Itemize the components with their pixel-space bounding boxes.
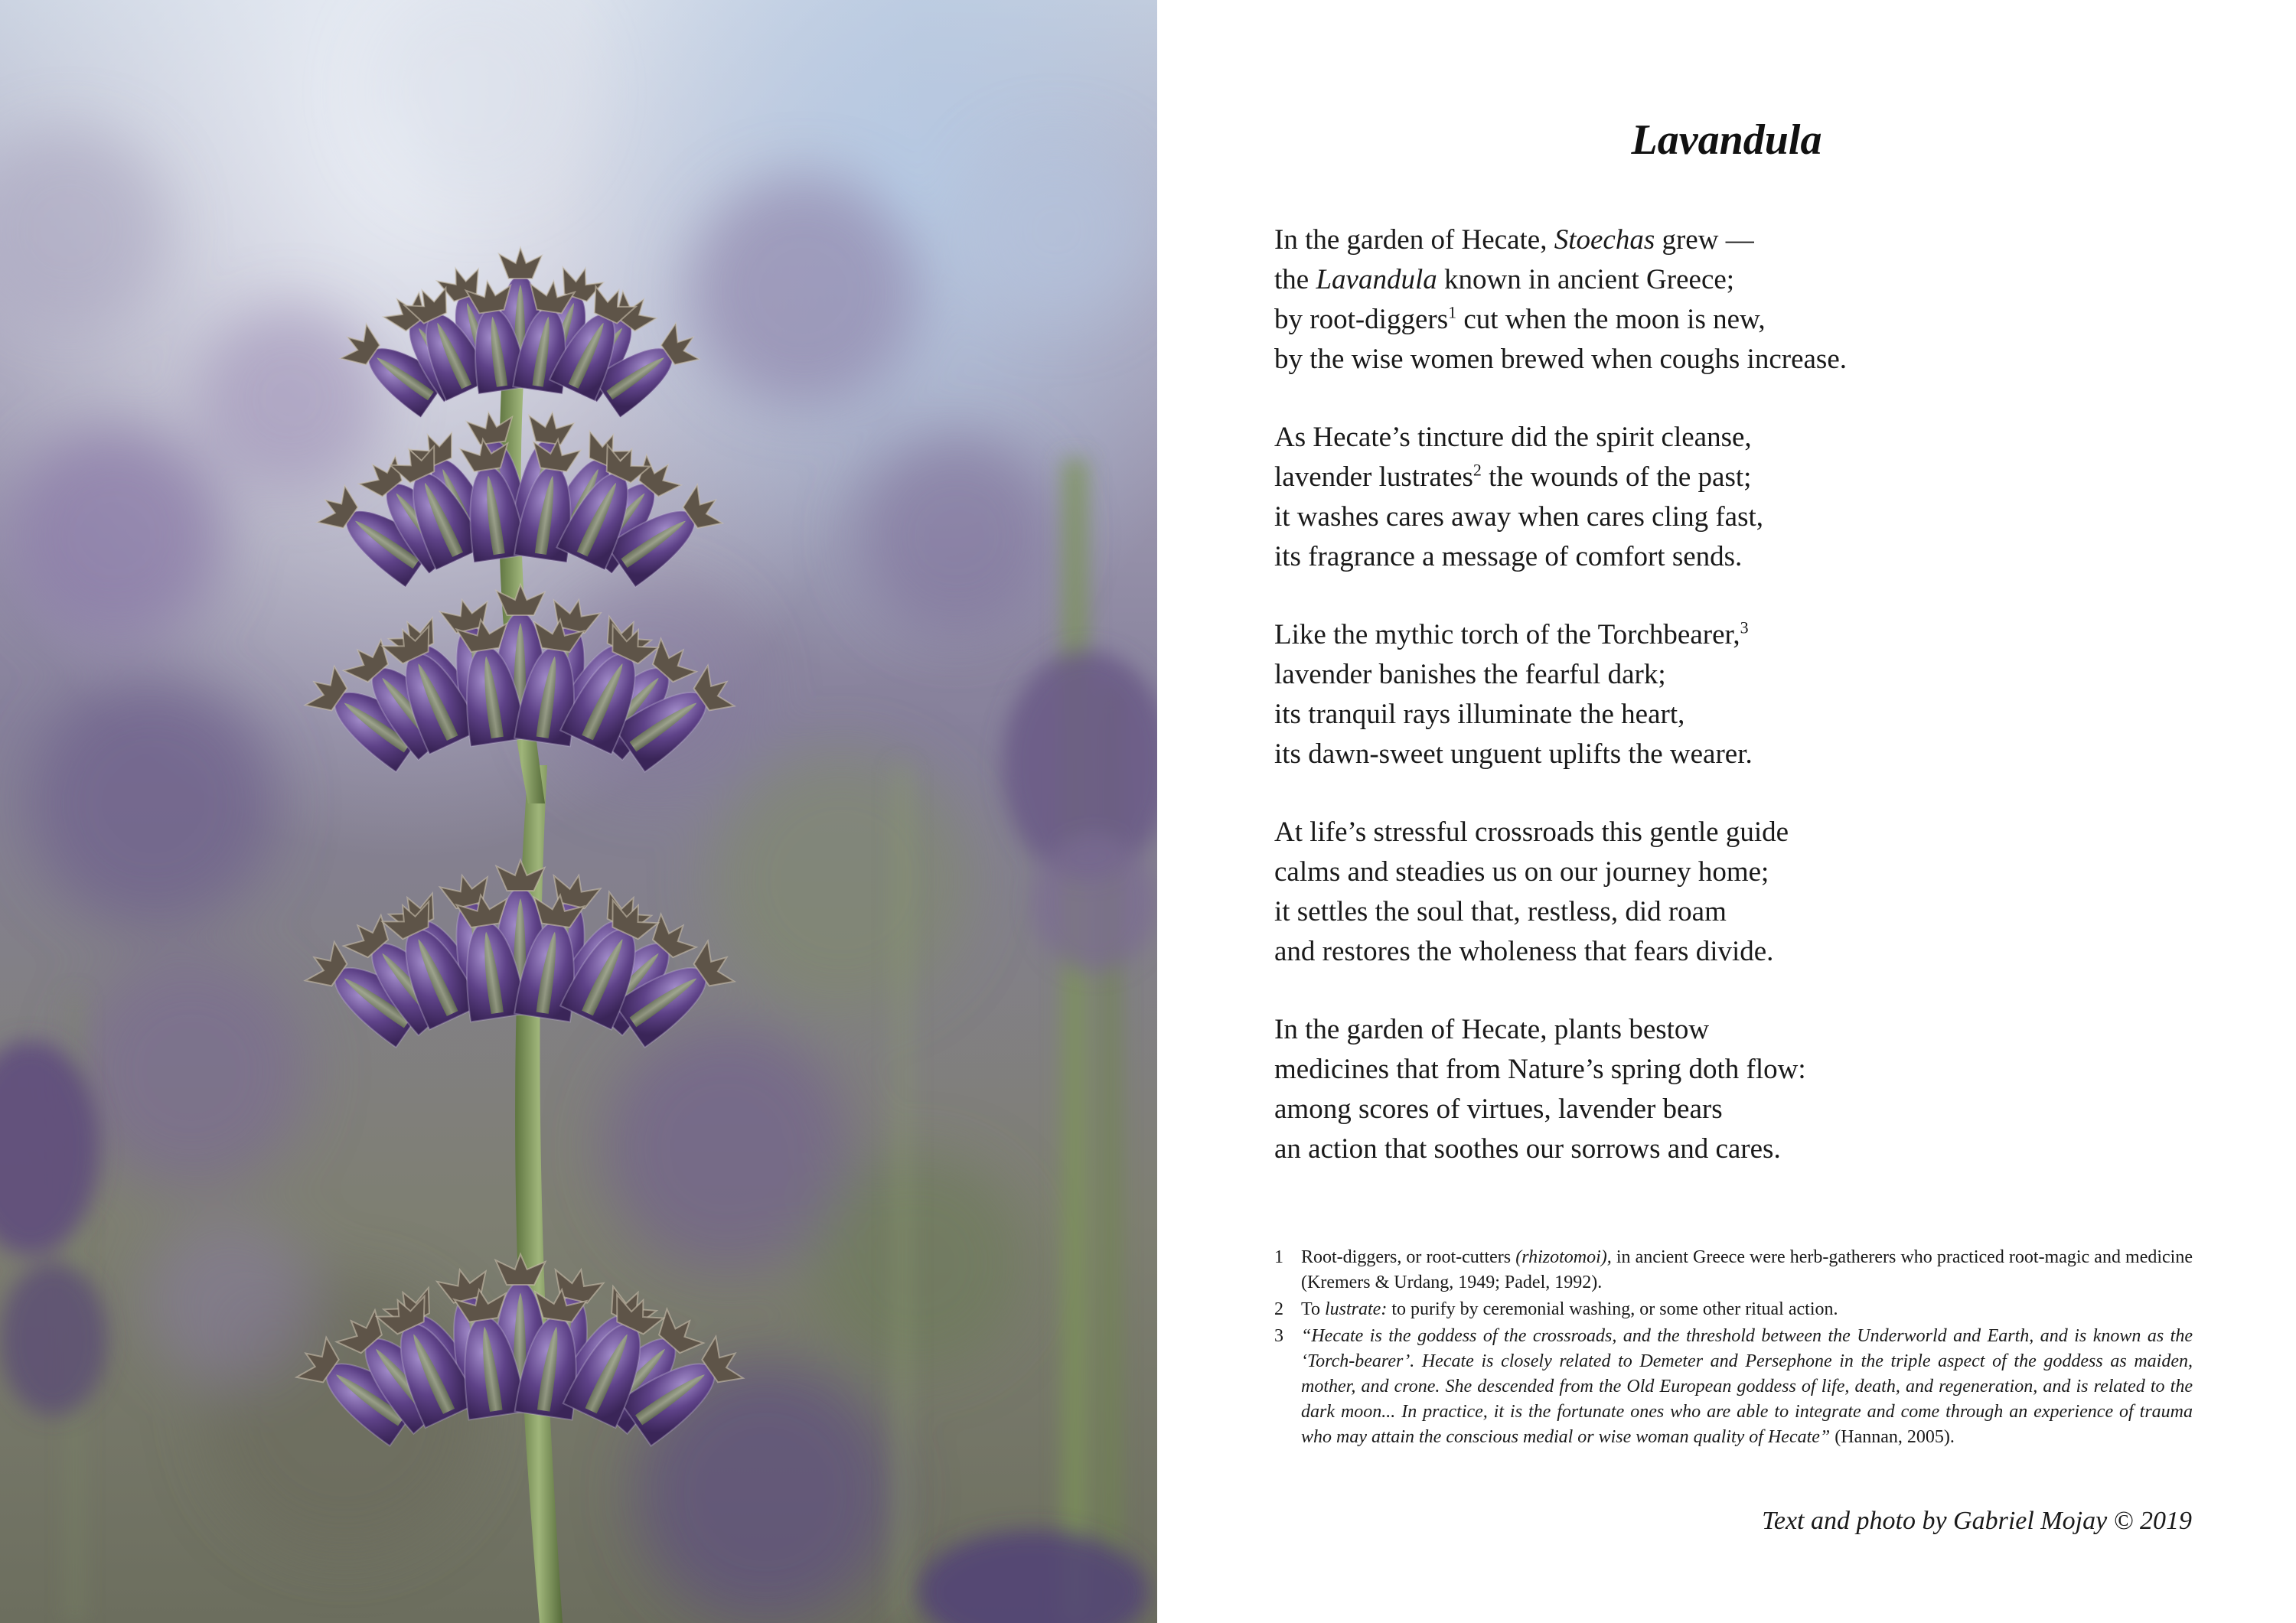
credit-line: Text and photo by Gabriel Mojay © 2019 (1762, 1507, 2192, 1535)
text-run: its fragrance a message of comfort sends. (1274, 541, 1743, 572)
footnote-number: 1 (1274, 1247, 1283, 1267)
text-run: To (1301, 1299, 1325, 1319)
text-run: and restores the wholeness that fears divide. (1274, 936, 1774, 967)
footnote-marker: 3 (1740, 618, 1749, 637)
text-run: it washes cares away when cares cling fast, (1274, 501, 1764, 533)
poem-line (1274, 1010, 2239, 1050)
text-run: known in ancient Greece; (1437, 264, 1735, 295)
poem-line (1274, 418, 2239, 458)
text-run: cut when the moon is new, (1456, 304, 1766, 335)
text-run: In the garden of Hecate, plants bestow (1274, 1014, 1710, 1045)
stanza-2 (1274, 418, 2239, 577)
poem-line (1274, 458, 2239, 497)
text-run: the wounds of the past; (1481, 461, 1752, 493)
footnote-3 (1274, 1324, 2193, 1450)
poem-line (1274, 340, 2239, 380)
poem-title: Lavandula (1631, 116, 1822, 164)
text-run: the (1274, 264, 1316, 295)
stanza-1 (1274, 220, 2239, 380)
text-run: by the wise women brewed when coughs increase. (1274, 344, 1847, 375)
text-run: calms and steadies us on our journey home; (1274, 856, 1769, 888)
text-run: lustrate: (1324, 1299, 1388, 1319)
text-run: Root-diggers, or root-cutters (1301, 1247, 1516, 1267)
stanza-3 (1274, 615, 2239, 774)
poem-panel (1157, 0, 2296, 1623)
poem-line (1274, 1129, 2239, 1169)
footnote-1 (1274, 1245, 2193, 1295)
poem-line (1274, 735, 2239, 774)
poem-line (1274, 300, 2239, 340)
poem-line (1274, 497, 2239, 537)
footnote-number: 2 (1274, 1299, 1283, 1319)
text-run: In the garden of Hecate, (1274, 224, 1554, 256)
poem-line (1274, 537, 2239, 577)
poem-line (1274, 695, 2239, 735)
poem-body (1274, 220, 2239, 1207)
poem-line (1274, 1090, 2239, 1129)
text-run: medicines that from Nature’s spring doth flow: (1274, 1054, 1806, 1085)
text-run: among scores of virtues, lavender bears (1274, 1093, 1723, 1125)
text-run: (Hannan, 2005). (1830, 1427, 1955, 1447)
poem-line (1274, 932, 2239, 972)
poem-line (1274, 892, 2239, 932)
footnotes (1274, 1245, 2193, 1452)
text-run: At life’s stressful crossroads this gentle guide (1274, 816, 1789, 848)
text-run: Stoechas (1554, 224, 1655, 256)
text-run: grew — (1655, 224, 1754, 256)
text-run: an action that soothes our sorrows and cares. (1274, 1133, 1781, 1165)
poem-line (1274, 260, 2239, 300)
text-run: its tranquil rays illuminate the heart, (1274, 699, 1685, 730)
text-run: “Hecate is the goddess of the crossroads, and the threshold between the Underworld and Earth, and is known as the ‘Torch-bearer’. Hecate is closely related to Demeter and Persephone in the triple aspect of the goddess as maiden, mother, and crone. She descended from the Old European goddess of life, death, and regeneration, and is related to the dark moon... In practice, it is the fortunate ones who are able to integrate and come through an experience of trauma who may attain the conscious medial or wise woman quality of Hecate” (1301, 1326, 2193, 1447)
poem-line (1274, 655, 2239, 695)
poem-line (1274, 615, 2239, 655)
footnote-marker: 1 (1448, 302, 1457, 322)
poem-line (1274, 852, 2239, 892)
poem-line (1274, 1050, 2239, 1090)
text-run: by root-diggers (1274, 304, 1449, 335)
text-run: (rhizotomoi), (1515, 1247, 1612, 1267)
text-run: its dawn-sweet unguent uplifts the wearer. (1274, 738, 1753, 770)
text-run: Like the mythic torch of the Torchbearer, (1274, 619, 1740, 650)
text-run: lavender lustrates (1274, 461, 1473, 493)
text-run: Lavandula (1316, 264, 1437, 295)
text-run: in ancient Greece were herb-gatherers who practiced root-magic and medicine (Kremers & Urdang, 1949; Padel, 1992). (1301, 1247, 2193, 1292)
text-run: it settles the soul that, restless, did roam (1274, 896, 1727, 927)
text-run: As Hecate’s tincture did the spirit cleanse, (1274, 422, 1752, 453)
text-run: to purify by ceremonial washing, or some other ritual action. (1387, 1299, 1838, 1319)
footnote-number: 3 (1274, 1326, 1283, 1346)
stanza-4 (1274, 813, 2239, 972)
footnote-2 (1274, 1297, 2193, 1322)
poem-line (1274, 813, 2239, 852)
text-run: lavender banishes the fearful dark; (1274, 659, 1666, 690)
stanza-5 (1274, 1010, 2239, 1169)
footnote-marker: 2 (1473, 460, 1482, 480)
poem-line (1274, 220, 2239, 260)
